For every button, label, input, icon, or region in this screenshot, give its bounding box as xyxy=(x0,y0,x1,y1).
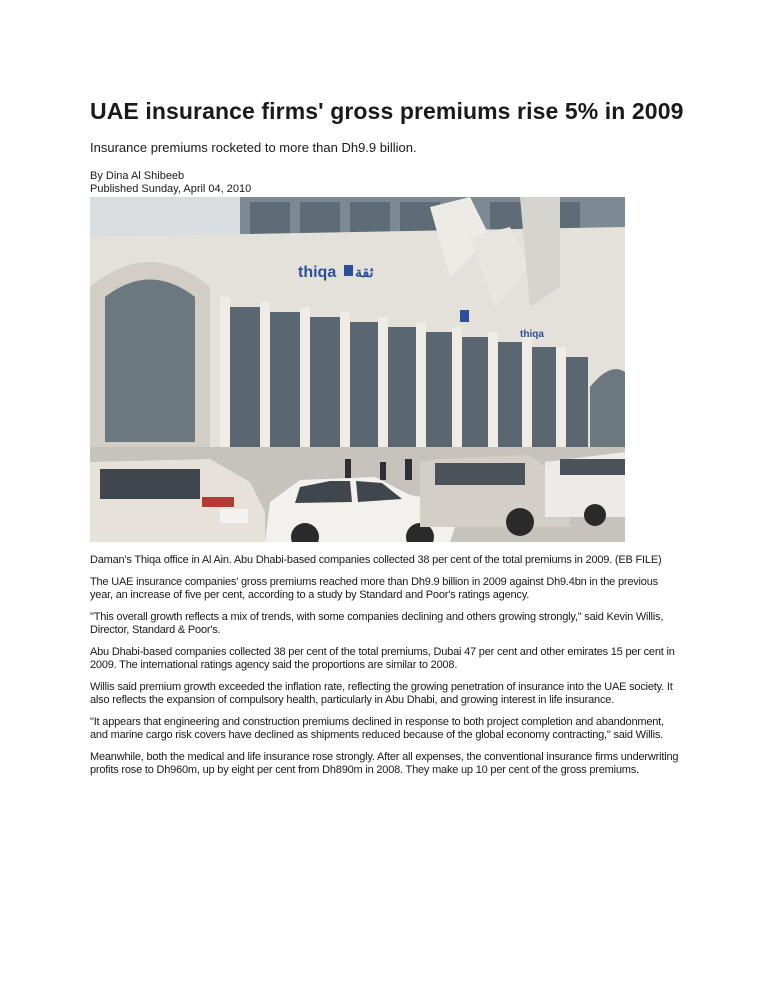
svg-text:ثقة: ثقة xyxy=(355,264,374,280)
article-photo xyxy=(90,197,625,542)
paragraph: Abu Dhabi-based companies collected 38 per cent of the total premiums, Dubai 47 per cent and other emirates 15 per cent in 2009. The international ratings agency said the proportions are similar to 2008. xyxy=(90,646,675,671)
headline: UAE insurance firms' gross premiums rise 5% in 2009 xyxy=(90,98,684,124)
paragraph: The UAE insurance companies' gross premiums reached more than Dh9.9 billion in 2009 against Dh9.4bn in the previous year, an increase of five per cent, according to a study by Standard and Poor's ratings agency. xyxy=(90,576,658,601)
subtitle: Insurance premiums rocketed to more than Dh9.9 billion. xyxy=(90,140,417,155)
sign-thiqa-right: thiqa xyxy=(520,329,544,340)
paragraph: "This overall growth reflects a mix of trends, with some companies declining and others growing strongly," said Kevin Willis, Director, Standard & Poor's. xyxy=(90,611,664,636)
byline-block xyxy=(90,170,251,196)
publish-date: Published Sunday, April 04, 2010 xyxy=(90,183,252,195)
article-body xyxy=(90,554,680,786)
paragraph: "It appears that engineering and construction premiums declined in response to both project completion and abandonment, and marine cargo risk covers have declined as shipments reduced because of the global economy contracting," said Willis. xyxy=(90,716,664,741)
building-photo-illustration xyxy=(90,197,625,542)
author: By Dina Al Shibeeb xyxy=(90,170,185,182)
paragraph: Willis said premium growth exceeded the inflation rate, reflecting the growing penetration of insurance into the UAE society. It also reflects the expansion of compulsory health, particularly in Abu Dhabi, and growing interest in life insurance. xyxy=(90,681,673,706)
sign-thiqa-left: thiqa xyxy=(298,264,337,281)
photo-caption: Daman's Thiqa office in Al Ain. Abu Dhabi-based companies collected 38 per cent of the total premiums in 2009. (EB FILE) xyxy=(90,554,662,566)
paragraph: Meanwhile, both the medical and life insurance rose strongly. After all expenses, the conventional insurance firms underwriting profits rose to Dh960m, up by eight per cent from Dh890m in 2008. They make up 10 per cent of the gross premiums. xyxy=(90,751,679,776)
